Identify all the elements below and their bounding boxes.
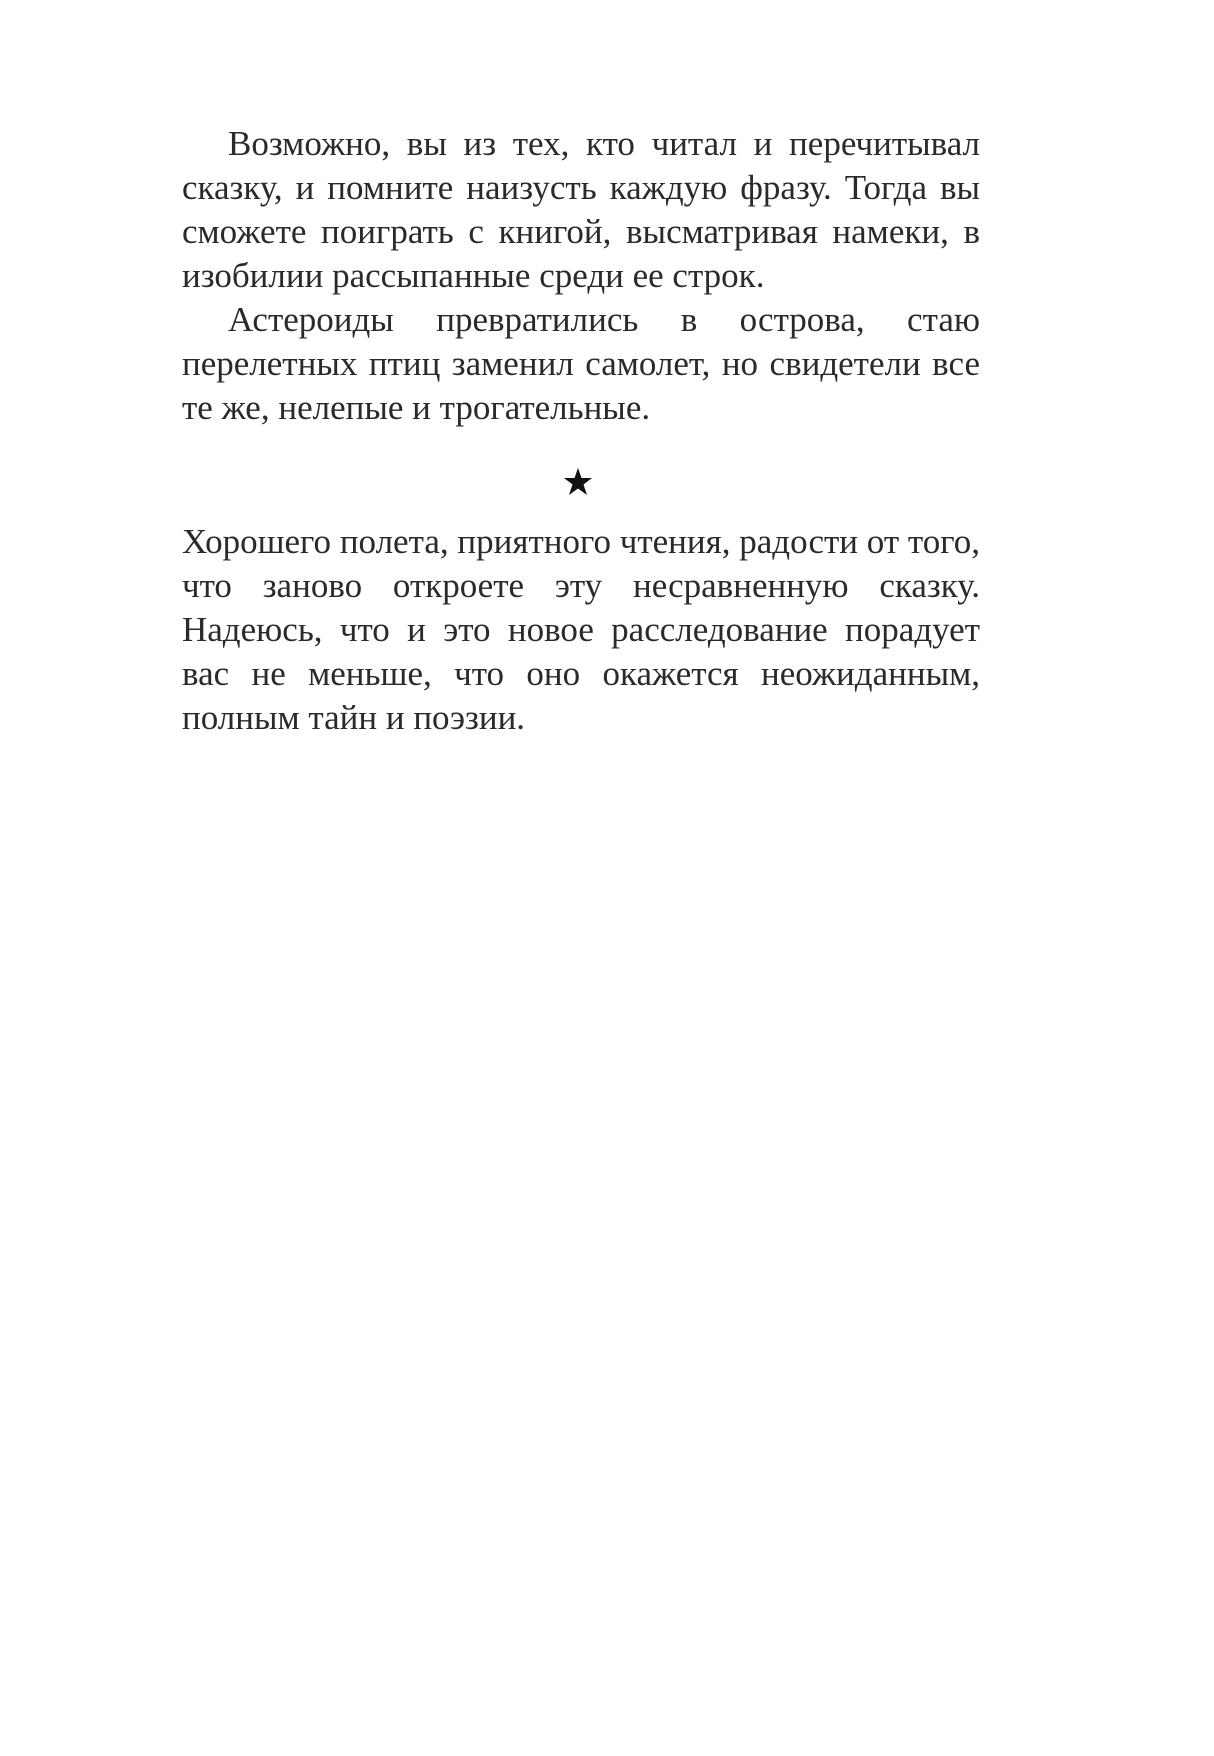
intro-text — [182, 122, 980, 430]
closing-text — [182, 520, 980, 740]
paragraph-asteroids: Астероиды превратились в острова, стаю перелетных птиц заменил самолет, но свидетели все те же, нелепые и трогательные. — [182, 300, 980, 427]
paragraph-closing: Хорошего полета, приятного чтения, радости от того, что заново откроете эту несравненную сказку. Надеюсь, что и это новое расследование порадует вас не меньше, что оно окажется неожиданным, полным тайн и поэзии. — [182, 522, 980, 737]
star-icon — [562, 466, 594, 498]
paragraph-reread: Возможно, вы из тех, кто читал и перечитывал сказку, и помните наизусть каждую фразу. Тогда вы сможете поиграть с книгой, высматривая намеки, в изобилии рассыпанные среди ее строк. — [182, 124, 980, 295]
